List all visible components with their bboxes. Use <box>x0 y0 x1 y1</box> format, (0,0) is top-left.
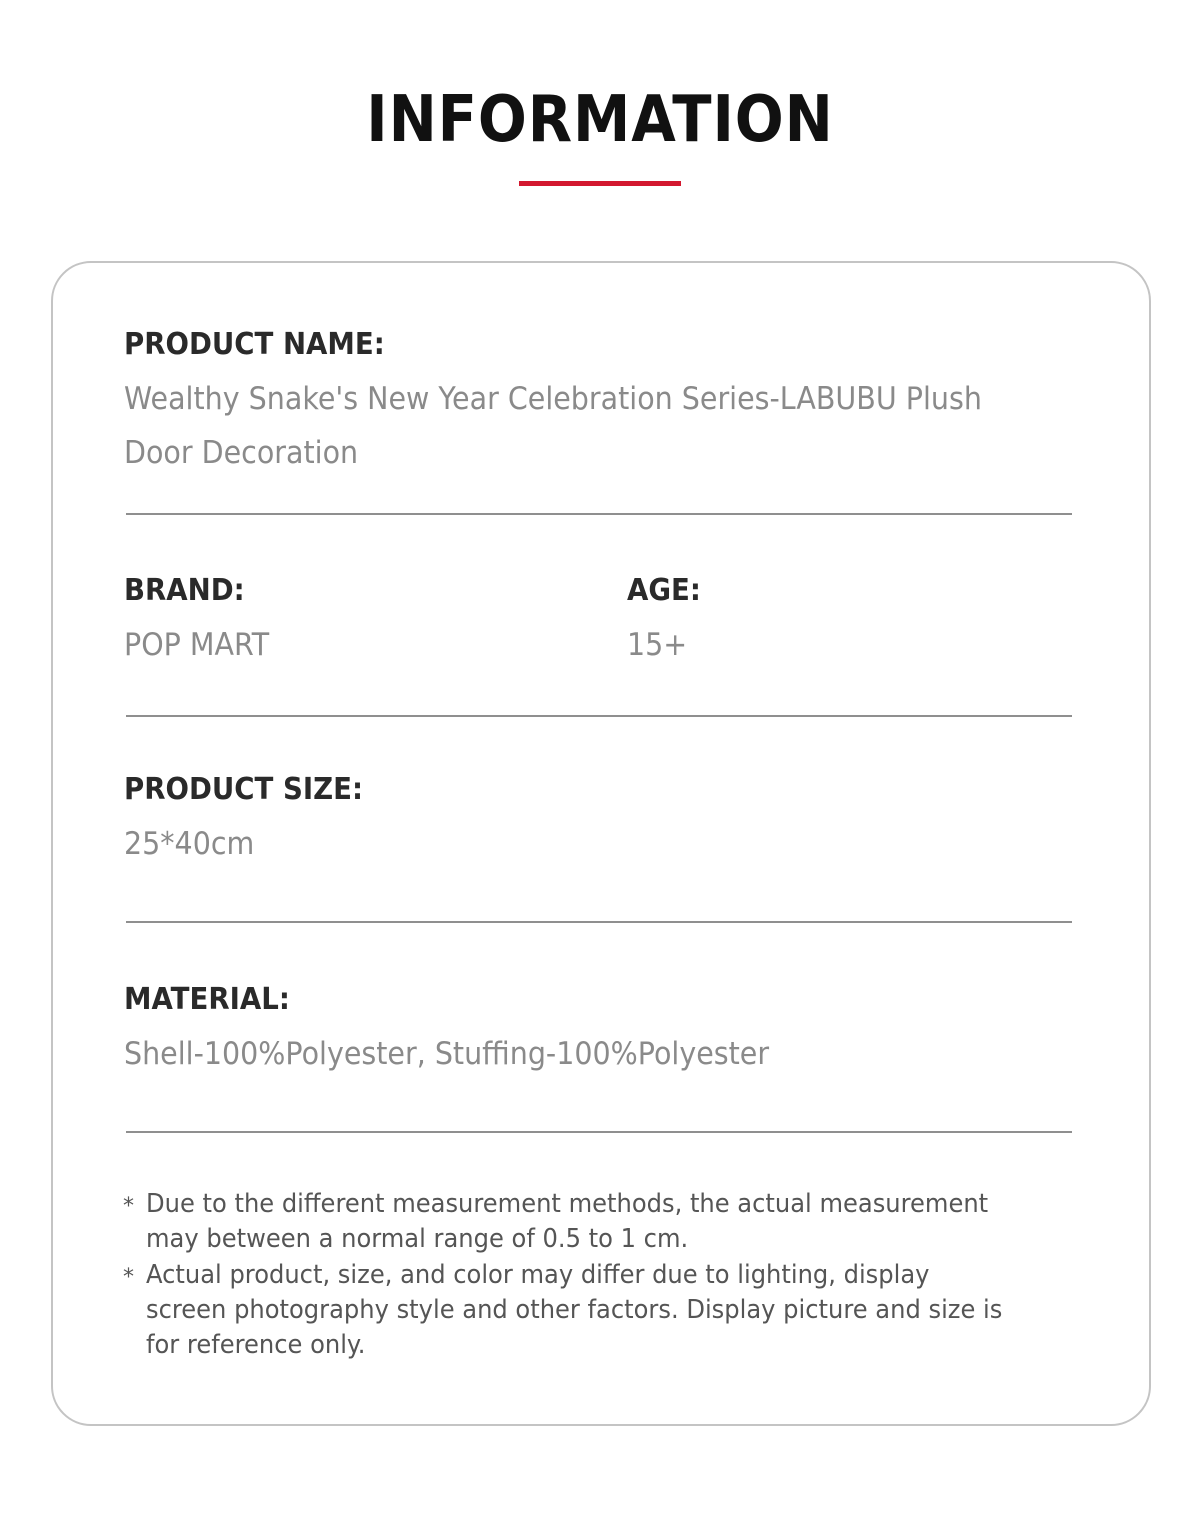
age-value: 15+ <box>627 627 688 663</box>
brand-label: BRAND: <box>124 573 245 608</box>
product-name-value-line1: Wealthy Snake's New Year Celebration Series-LABUBU Plush <box>124 381 982 417</box>
material-value: Shell-100%Polyester, Stuffing-100%Polyester <box>124 1036 770 1072</box>
note-line: screen photography style and other factors. Display picture and size is <box>146 1295 1003 1325</box>
product-size-label: PRODUCT SIZE: <box>124 772 364 807</box>
divider <box>126 513 1072 515</box>
divider <box>126 1131 1072 1133</box>
title-underline-accent <box>519 181 681 186</box>
note-line: Due to the different measurement methods, the actual measurement <box>146 1189 989 1219</box>
note-line: Actual product, size, and color may differ due to lighting, display <box>146 1260 930 1290</box>
note-line: for reference only. <box>146 1330 366 1360</box>
product-size-value: 25*40cm <box>124 826 255 862</box>
asterisk-icon: * <box>123 1265 134 1290</box>
page-title: INFORMATION <box>366 83 834 157</box>
note-line: may between a normal range of 0.5 to 1 cm. <box>146 1224 689 1254</box>
material-label: MATERIAL: <box>124 982 290 1017</box>
asterisk-icon: * <box>123 1194 134 1219</box>
product-name-value-line2: Door Decoration <box>124 435 359 471</box>
note-text <box>146 1258 1002 1363</box>
divider <box>126 921 1072 923</box>
display-note <box>123 1258 1103 1366</box>
note-text <box>146 1187 988 1257</box>
measurement-note <box>123 1187 1103 1259</box>
brand-value: POP MART <box>124 627 270 663</box>
divider <box>126 715 1072 717</box>
product-name-label: PRODUCT NAME: <box>124 327 385 362</box>
age-label: AGE: <box>627 573 701 608</box>
